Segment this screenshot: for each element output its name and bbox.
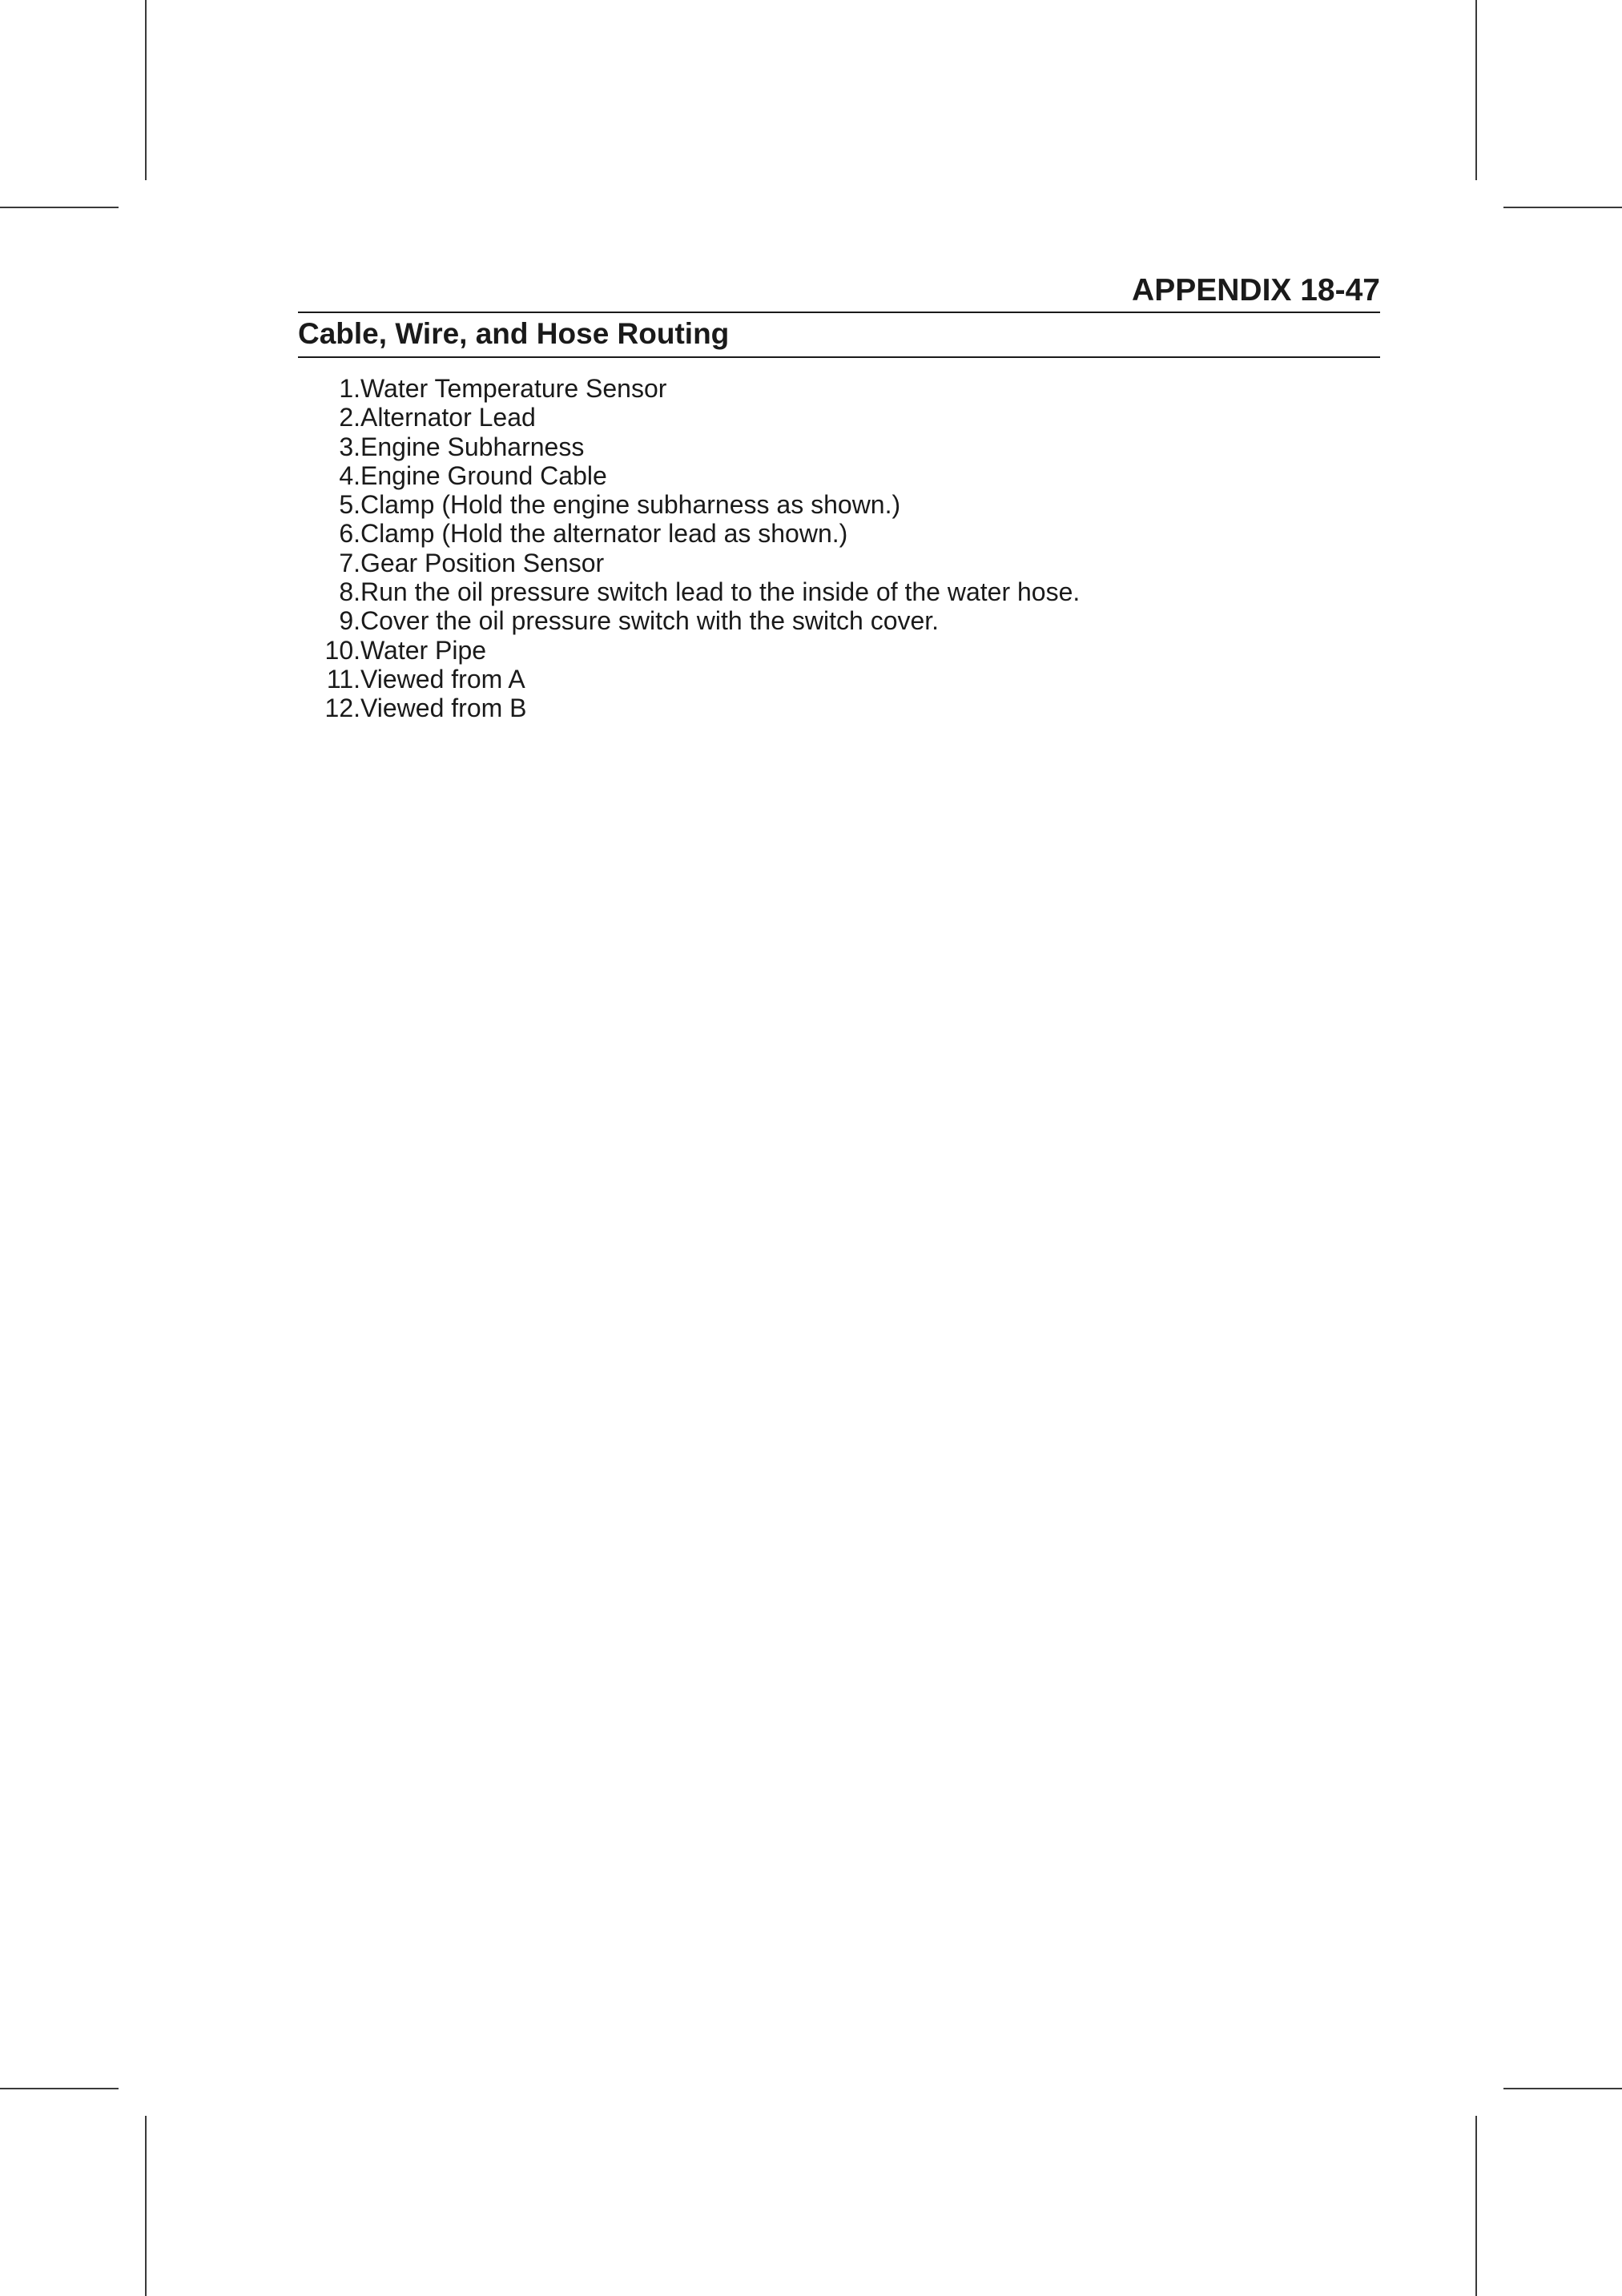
legend-item-number: 8. [339, 577, 360, 607]
legend-item-number: 6. [339, 519, 360, 549]
legend-item [298, 490, 1080, 519]
legend-item-number: 4. [339, 460, 360, 490]
legend-item-text: Viewed from A [360, 664, 525, 694]
legend-item [298, 374, 1080, 403]
legend-item-number: 1. [339, 374, 360, 403]
crop-mark-top-left-vertical [145, 0, 147, 180]
legend-item-number: 10. [324, 635, 360, 665]
legend-item-text: Engine Subharness [360, 432, 585, 461]
legend-item [298, 606, 1080, 635]
legend-item [298, 549, 1080, 577]
legend-item [298, 694, 1080, 722]
crop-mark-bottom-left-horizontal [0, 2088, 119, 2089]
legend-item [298, 636, 1080, 665]
legend-item-text: Alternator Lead [360, 403, 536, 432]
legend-item-text: Clamp (Hold the engine subharness as shown.) [360, 490, 901, 520]
legend-item [298, 519, 1080, 548]
crop-mark-top-left-horizontal [0, 207, 119, 208]
legend-item [298, 403, 1080, 432]
legend-item-number: 11. [326, 664, 360, 694]
section-title-rule [298, 356, 1380, 358]
legend-item-number: 12. [324, 694, 360, 723]
legend-item-number: 3. [339, 432, 360, 461]
crop-mark-top-right-horizontal [1503, 207, 1622, 208]
legend-item-text: Cover the oil pressure switch with the switch cover. [360, 606, 940, 636]
legend-item [298, 432, 1080, 461]
section-title: Cable, Wire, and Hose Routing [298, 317, 730, 350]
legend-item-text: Water Pipe [360, 635, 487, 665]
legend-item-number: 5. [339, 490, 360, 520]
legend-item-text: Run the oil pressure switch lead to the inside of the water hose. [360, 577, 1081, 607]
page-number: APPENDIX 18-47 [1132, 273, 1380, 308]
legend-item-number: 9. [339, 606, 360, 636]
crop-mark-bottom-right-horizontal [1503, 2088, 1622, 2089]
legend-item [298, 461, 1080, 490]
legend-item-text: Viewed from B [360, 694, 527, 723]
legend-item [298, 665, 1080, 694]
legend-item-text: Clamp (Hold the alternator lead as shown.) [360, 519, 848, 549]
crop-mark-bottom-right-vertical [1475, 2116, 1477, 2296]
legend-item-number: 2. [339, 403, 360, 432]
legend-item-text: Water Temperature Sensor [360, 374, 667, 403]
page-header [298, 264, 1380, 312]
crop-mark-top-right-vertical [1475, 0, 1477, 180]
legend-list [298, 374, 1080, 723]
legend-item [298, 577, 1080, 606]
legend-item-text: Engine Ground Cable [360, 460, 607, 490]
legend-item-text: Gear Position Sensor [360, 548, 605, 577]
crop-mark-bottom-left-vertical [145, 2116, 147, 2296]
legend-item-number: 7. [339, 548, 360, 577]
